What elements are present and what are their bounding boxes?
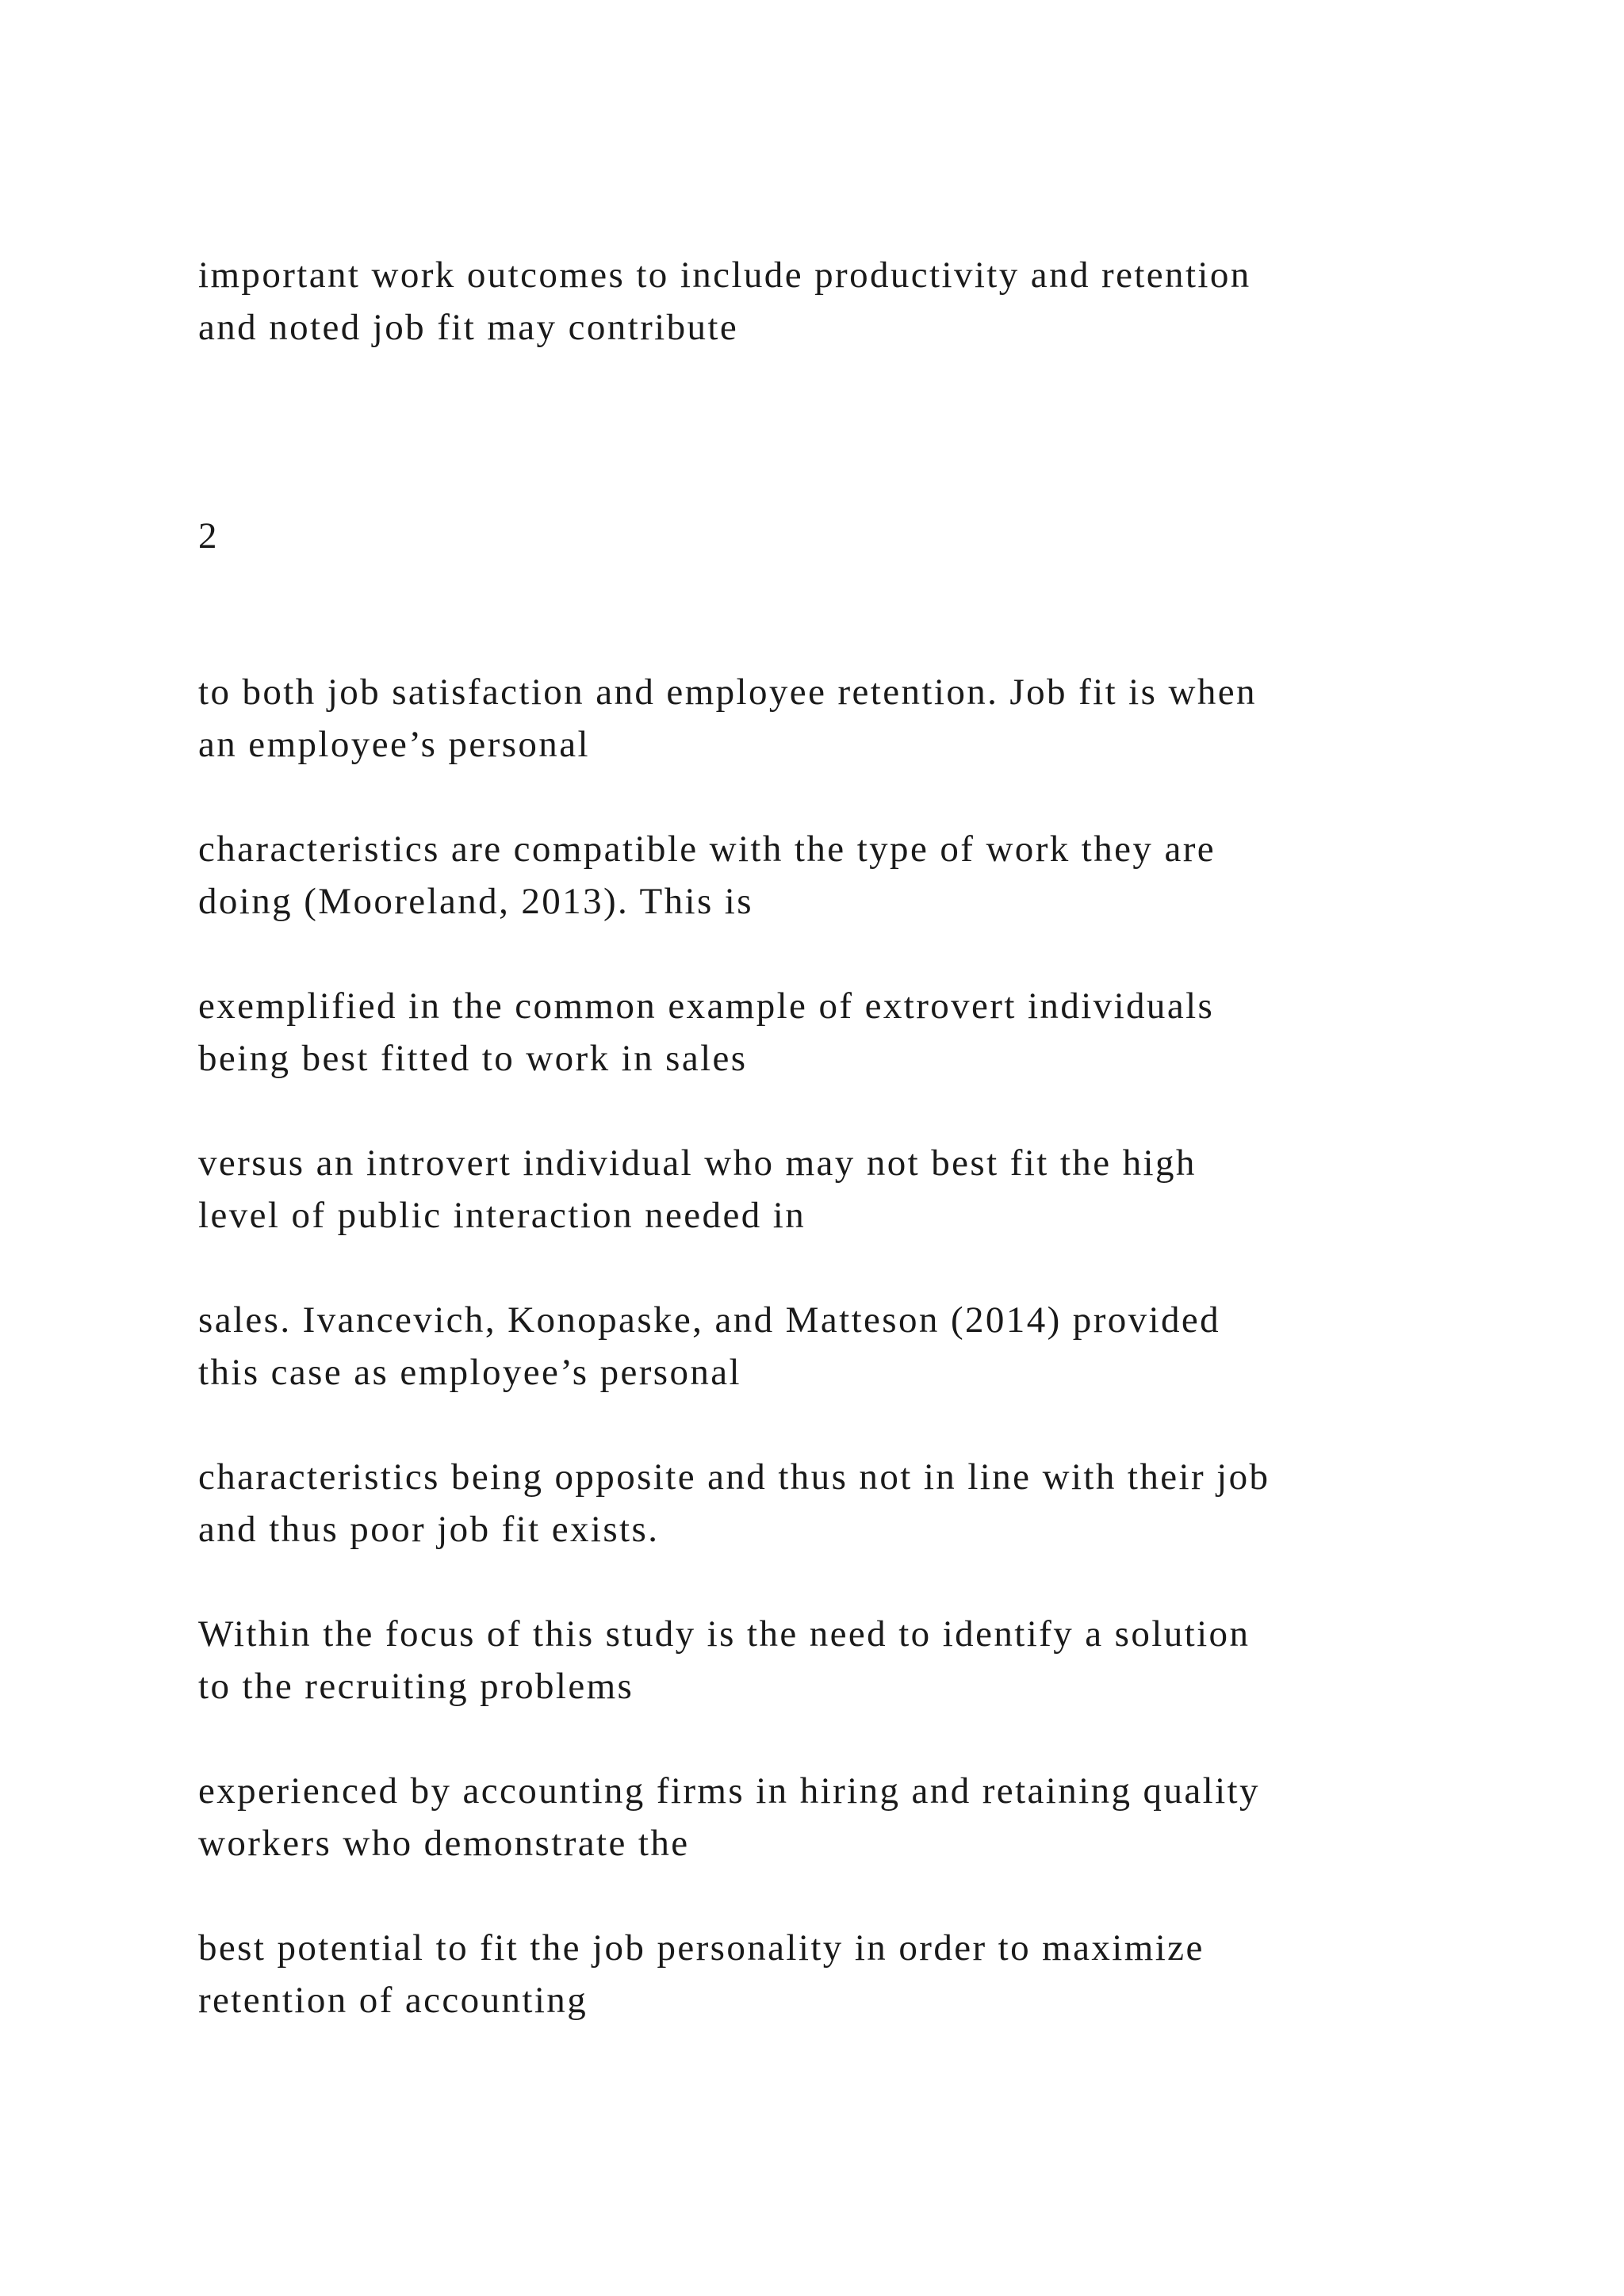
paragraph-line: and noted job fit may contribute	[198, 307, 739, 348]
paragraph-line: to the recruiting problems	[198, 1666, 634, 1707]
paragraph-4	[198, 980, 1546, 1085]
paragraph-line: important work outcomes to include productivity and retention	[198, 254, 1251, 296]
paragraph-line: Within the focus of this study is the need to identify a solution	[198, 1613, 1251, 1655]
paragraph-line: versus an introvert individual who may not best fit the high	[198, 1142, 1197, 1184]
page-number-text: 2	[198, 515, 219, 557]
paragraph-6	[198, 1294, 1546, 1399]
paragraph-8	[198, 1608, 1546, 1712]
paragraph-line: best potential to fit the job personality in order to maximize	[198, 1927, 1205, 1969]
paragraph-9	[198, 1765, 1546, 1869]
paragraph-5	[198, 1137, 1546, 1242]
paragraph-line: exemplified in the common example of extrovert individuals	[198, 985, 1215, 1027]
paragraph-line: to both job satisfaction and employee retention. Job fit is when	[198, 672, 1257, 713]
paragraph-line: workers who demonstrate the	[198, 1823, 690, 1864]
paragraph-3	[198, 823, 1546, 928]
paragraph-line: an employee’s personal	[198, 724, 590, 765]
paragraph-7	[198, 1451, 1546, 1556]
paragraph-line: characteristics being opposite and thus not in line with their job	[198, 1456, 1270, 1498]
paragraph-1	[198, 249, 1546, 354]
paragraph-10	[198, 1922, 1546, 2026]
paragraph-line: doing (Mooreland, 2013). This is	[198, 881, 753, 922]
page-number	[198, 510, 1546, 562]
paragraph-line: level of public interaction needed in	[198, 1195, 806, 1236]
paragraph-2	[198, 666, 1546, 771]
paragraph-line: this case as employee’s personal	[198, 1352, 741, 1393]
paragraph-line: being best fitted to work in sales	[198, 1038, 748, 1079]
paragraph-line: and thus poor job fit exists.	[198, 1509, 660, 1550]
paragraph-line: retention of accounting	[198, 1980, 588, 2021]
paragraph-line: experienced by accounting firms in hiring and retaining quality	[198, 1770, 1260, 1812]
paragraph-line: characteristics are compatible with the type of work they are	[198, 828, 1216, 870]
paragraph-line: sales. Ivancevich, Konopaske, and Matteson (2014) provided	[198, 1299, 1221, 1341]
